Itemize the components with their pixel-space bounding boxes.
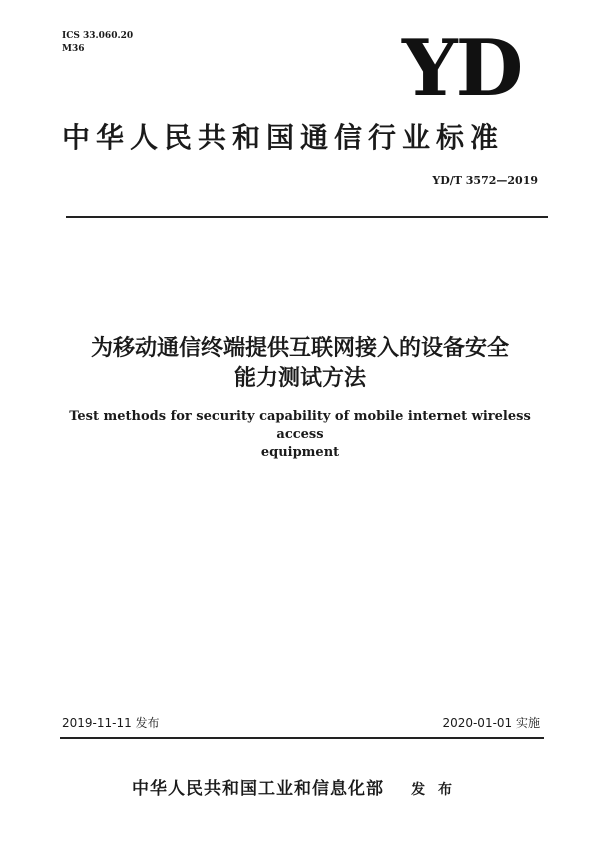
publish-action: 发 布 <box>411 782 456 798</box>
standard-type: 中华人民共和国通信行业标准 <box>62 121 505 154</box>
publisher-name: 中华人民共和国工业和信息化部 <box>132 779 384 799</box>
implement-date: 2020-01-01 实施 <box>442 716 540 730</box>
publisher-line <box>132 774 456 799</box>
standard-number: YD/T 3572—2019 <box>432 174 538 187</box>
ccs-code: M36 <box>62 44 85 54</box>
yd-logo: YD <box>402 23 522 114</box>
footer-divider <box>60 737 544 739</box>
header-divider <box>66 216 548 218</box>
english-title <box>50 408 550 462</box>
chinese-title-line-1: 为移动通信终端提供互联网接入的设备安全 <box>90 336 509 361</box>
english-title-line-2: equipment <box>260 445 340 460</box>
chinese-title <box>0 334 600 394</box>
chinese-title-line-2: 能力测试方法 <box>233 366 366 391</box>
classification-codes <box>62 30 133 56</box>
english-title-line-1: Test methods for security capability of mobile internet wireless access <box>69 409 531 442</box>
issue-date: 2019-11-11 发布 <box>62 716 160 730</box>
ics-code: ICS 33.060.20 <box>62 31 134 41</box>
